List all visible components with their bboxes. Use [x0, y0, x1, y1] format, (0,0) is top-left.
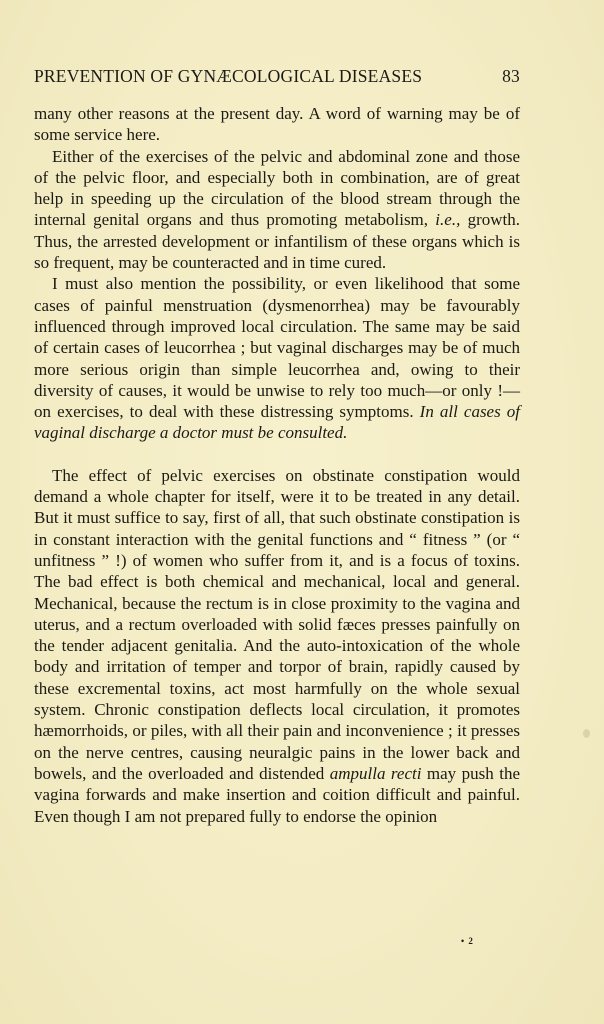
body-text [34, 103, 520, 827]
paper-speck [583, 729, 590, 738]
italic-ie: i.e., [435, 210, 461, 230]
page-number: 83 [502, 66, 520, 86]
paragraph-continuation: many other reasons at the present day. A word of warning may be of some service here. [34, 104, 520, 145]
italic-ampulla: ampulla recti [329, 763, 422, 783]
paragraph-constipation: The effect of pelvic exercises on obstinate constipation would demand a whole chapter for itself, were it to be treated in any detail. But it must suffice to say, first of all, that such obstinate constipation is in constant interaction with the genital functions and “ fitness ” (or “ unfitness ” !) of women who suffer from it, and is a focus of toxins. The bad effect is both chemical and mechanical, local and general. Mechanical, because the rectum is in close proximity to the vagina and uterus, and a rectum overloaded with solid fæces presses painfully on the tender adjacent genitalia. And the auto-intoxication of the whole body and irritation of temper and torpor of brain, rapidly caused by these excremental toxins, act most harmfully on the whole sexual system. Chronic constipation deflects local circulation, it promotes hæmorrhoids, or piles, with all their pain and inconvenience ; it presses on the nerve centres, causing neuralgic pains in the lower back and bowels, and the overloaded and distended ampulla recti may push the vagina forwards and make insertion and coition difficult and painful. Even though I am not prepared fully to endorse the opinion [34, 465, 520, 826]
running-title: PREVENTION OF GYNÆCOLOGICAL DISEASES [34, 66, 423, 86]
signature-mark: • 2 [461, 936, 474, 946]
paragraph-exercises: Either of the exercises of the pelvic and abdominal zone and those of the pelvic floor, and especially both in combination, are of great help in speeding up the circulation of the blood stream through the internal genital organs and thus promoting metabolism, i.e., growth. Thus, the arrested development or infantilism of these organs which is so frequent, may be counteracted and in time cured. [34, 146, 520, 273]
paragraph-menstruation: I must also mention the possibility, or even likelihood that some cases of painful menstruation (dysmenorrhea) may be favourably influenced through improved local circulation. The same may be said of certain cases of leucorrhea ; but vaginal discharges may be of much more serious origin than simple leucorrhea and, owing to their diversity of causes, it would be unwise to rely too much—or only !—on exercises, to deal with these distressing symptoms. In all cases of vaginal discharge a doctor must be consulted. [34, 274, 521, 443]
italic-warning: In all cases of vaginal discharge a doctor must be consulted. [34, 402, 521, 443]
